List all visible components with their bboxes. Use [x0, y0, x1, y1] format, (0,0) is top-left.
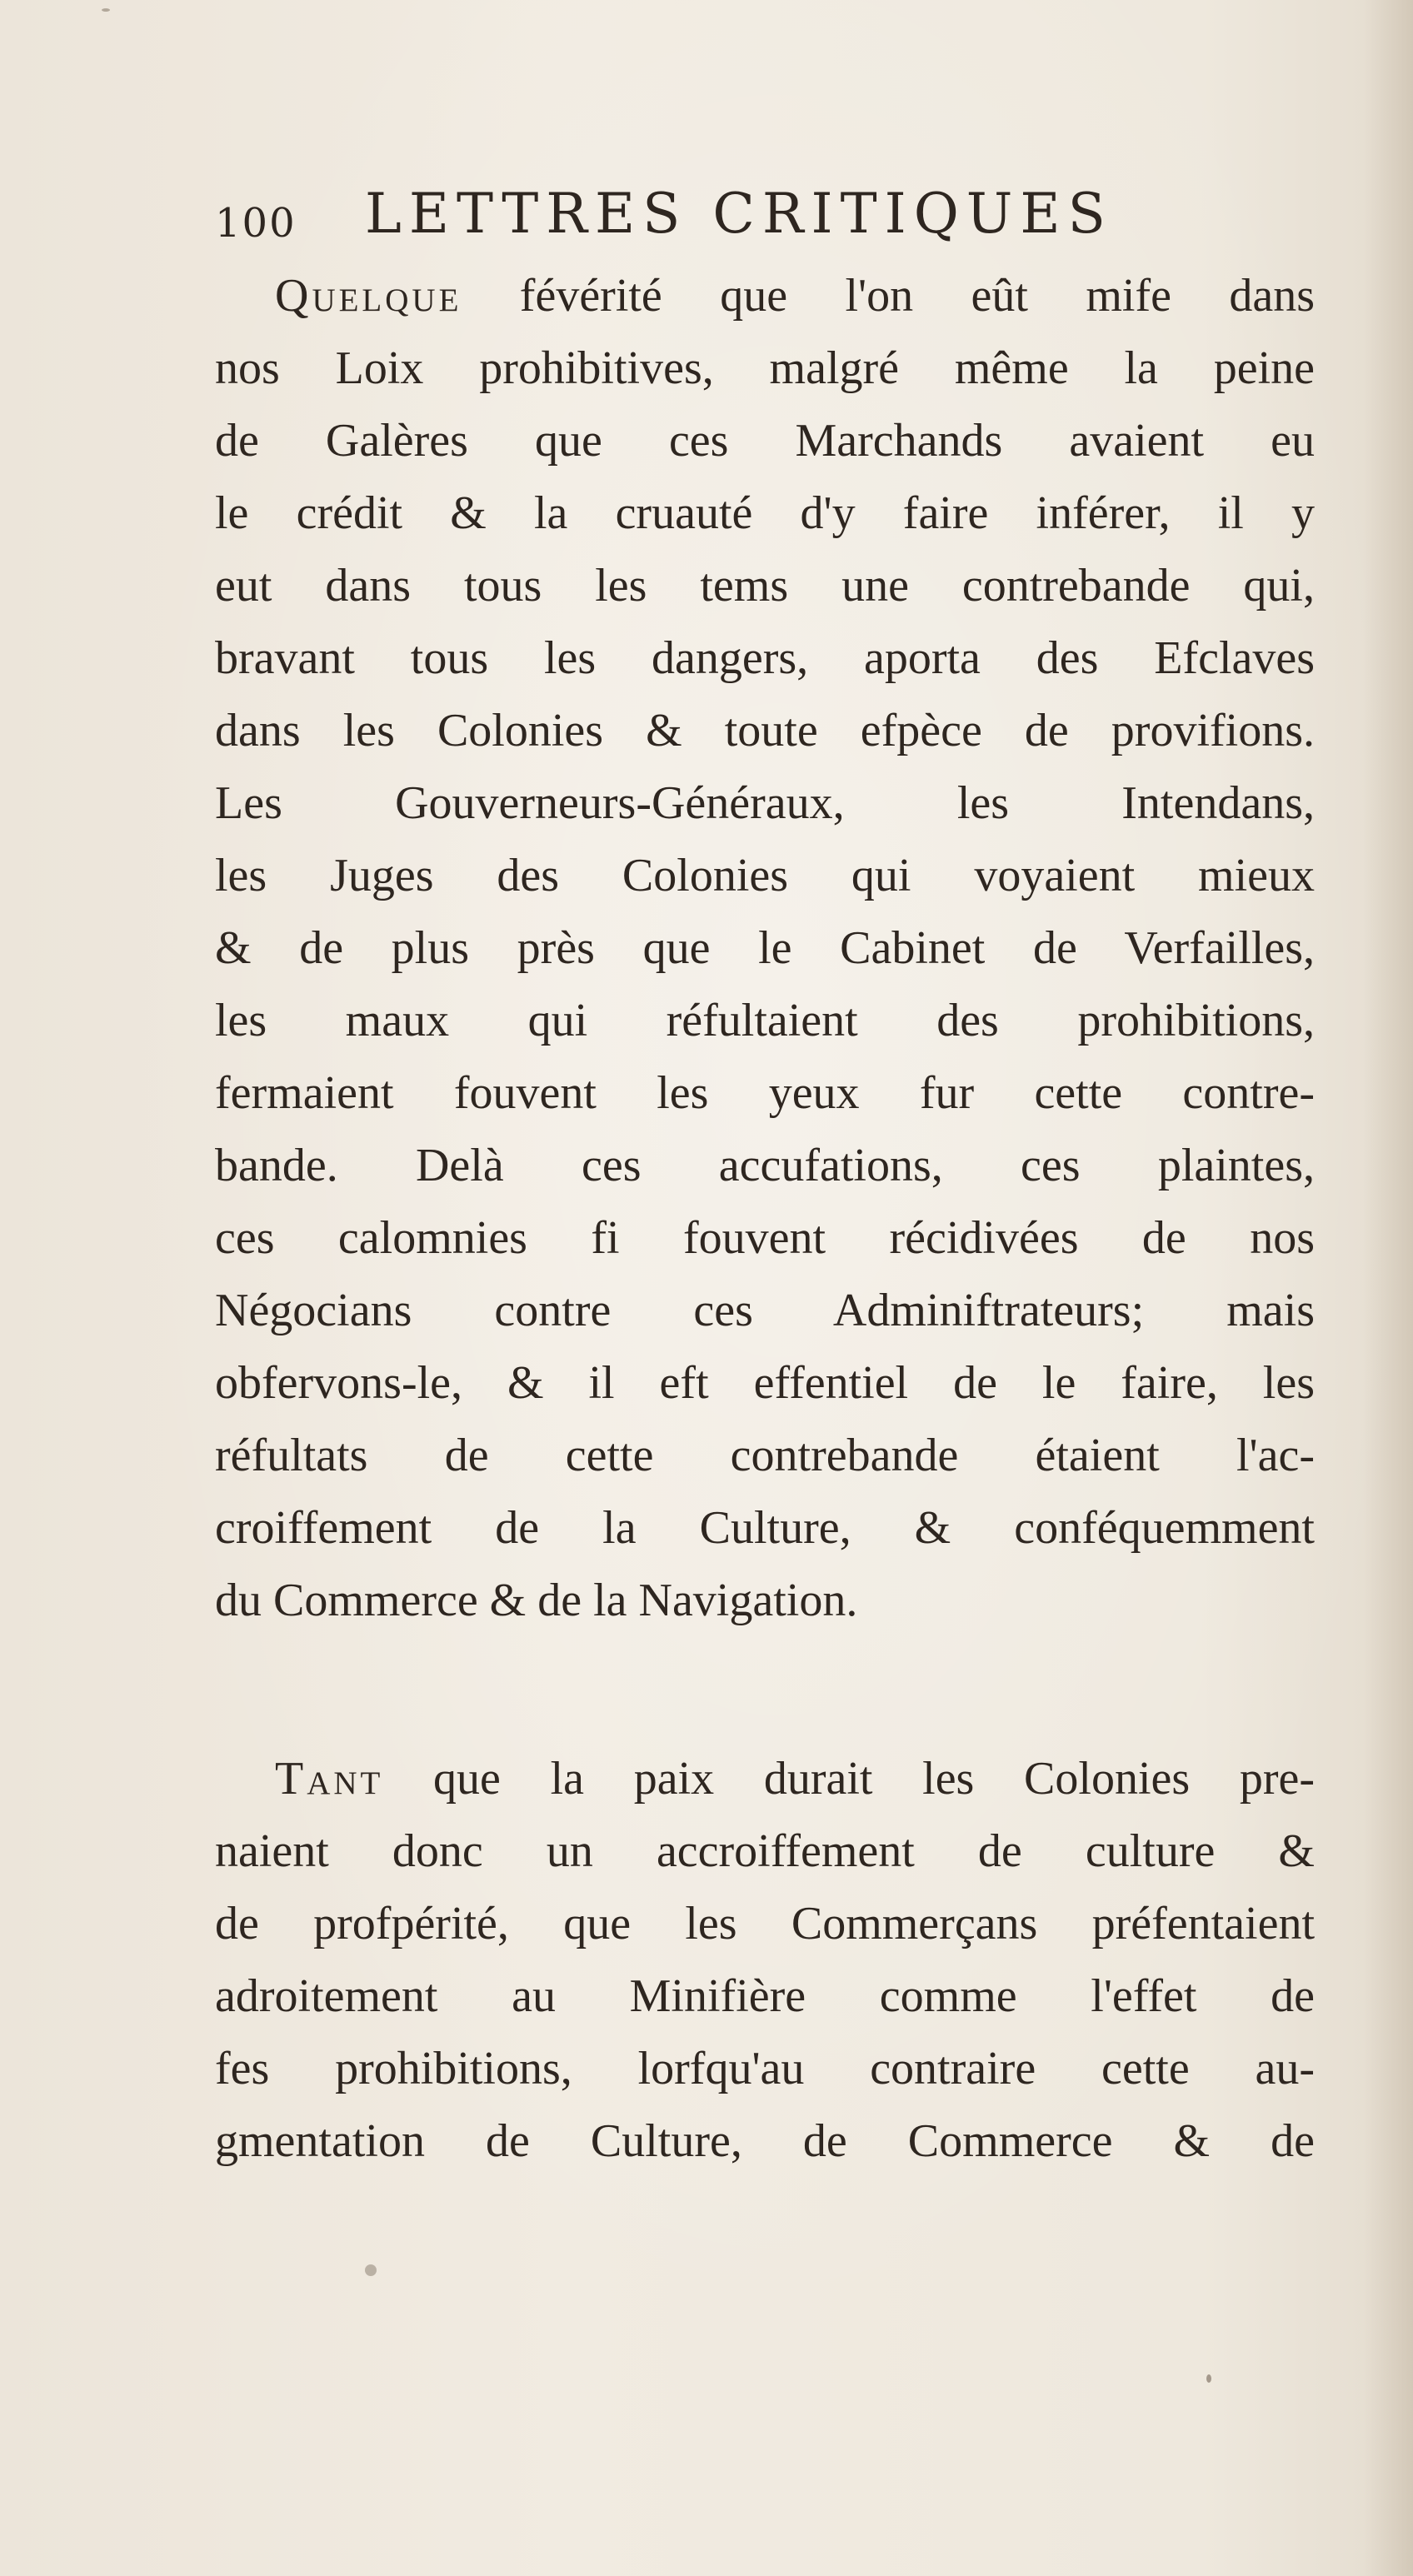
text-line: les Juges des Colonies qui voyaient mieux: [215, 850, 1315, 901]
running-title: LETTRES CRITIQUES: [365, 182, 1113, 246]
text-line: le crédit & la cruauté d'y faire inférer, il y: [215, 487, 1315, 539]
page-edge-shadow: [1363, 0, 1413, 2576]
text-line: du Commerce & de la Navigation.: [215, 1575, 858, 1626]
text-line: ces calomnies fi fouvent récidivées de nos: [215, 1212, 1315, 1264]
paper-speck: [365, 2264, 377, 2276]
page-number: 100: [215, 200, 297, 247]
text-line: obfervons-le, & il eft effentiel de le faire, les: [215, 1357, 1315, 1409]
text-line: adroitement au Minifière comme l'effet de: [215, 1970, 1315, 2022]
text-line: gmentation de Culture, de Commerce & de: [215, 2115, 1315, 2167]
text-line: Négocians contre ces Adminiftrateurs; mais: [215, 1285, 1315, 1336]
text-line: réfultats de cette contrebande étaient l'ac-: [215, 1430, 1315, 1481]
text-line: & de plus près que le Cabinet de Verfailles,: [215, 922, 1315, 974]
text-line: dans les Colonies & toute efpèce de provifions.: [215, 705, 1315, 756]
lead-word: Tant: [275, 1753, 384, 1805]
text-line: fes prohibitions, lorfqu'au contraire cette au-: [215, 2043, 1315, 2094]
text-line: [215, 1743, 1315, 1815]
paragraph-1: [215, 260, 1315, 1637]
text-line: bravant tous les dangers, aporta des Efclaves: [215, 632, 1315, 684]
text-line: nos Loix prohibitives, malgré même la peine: [215, 342, 1315, 394]
paper-speck: [1206, 2374, 1211, 2383]
text-line: les maux qui réfultaient des prohibitions,: [215, 995, 1315, 1046]
text-line: de profpérité, que les Commerçans préfentaient: [215, 1898, 1315, 1949]
text-line: croiffement de la Culture, & conféquemment: [215, 1502, 1315, 1554]
paragraph-2: [215, 1743, 1315, 2178]
text-line: fermaient fouvent les yeux fur cette contre-: [215, 1067, 1315, 1119]
paper-speck: [102, 8, 110, 12]
text-line: eut dans tous les tems une contrebande qui,: [215, 560, 1315, 612]
text-line: de Galères que ces Marchands avaient eu: [215, 415, 1315, 467]
text-line: bande. Delà ces accufations, ces plaintes,: [215, 1140, 1315, 1191]
line-text: que la paix durait les Colonies pre-: [383, 1753, 1315, 1805]
lead-word: Quelque: [275, 270, 462, 322]
running-head: [215, 182, 1298, 257]
line-text: févérité que l'on eût mife dans: [462, 270, 1315, 322]
text-line: Les Gouverneurs-Généraux, les Intendans,: [215, 777, 1315, 829]
text-line: [215, 260, 1315, 332]
text-line: naient donc un accroiffement de culture &: [215, 1825, 1315, 1877]
